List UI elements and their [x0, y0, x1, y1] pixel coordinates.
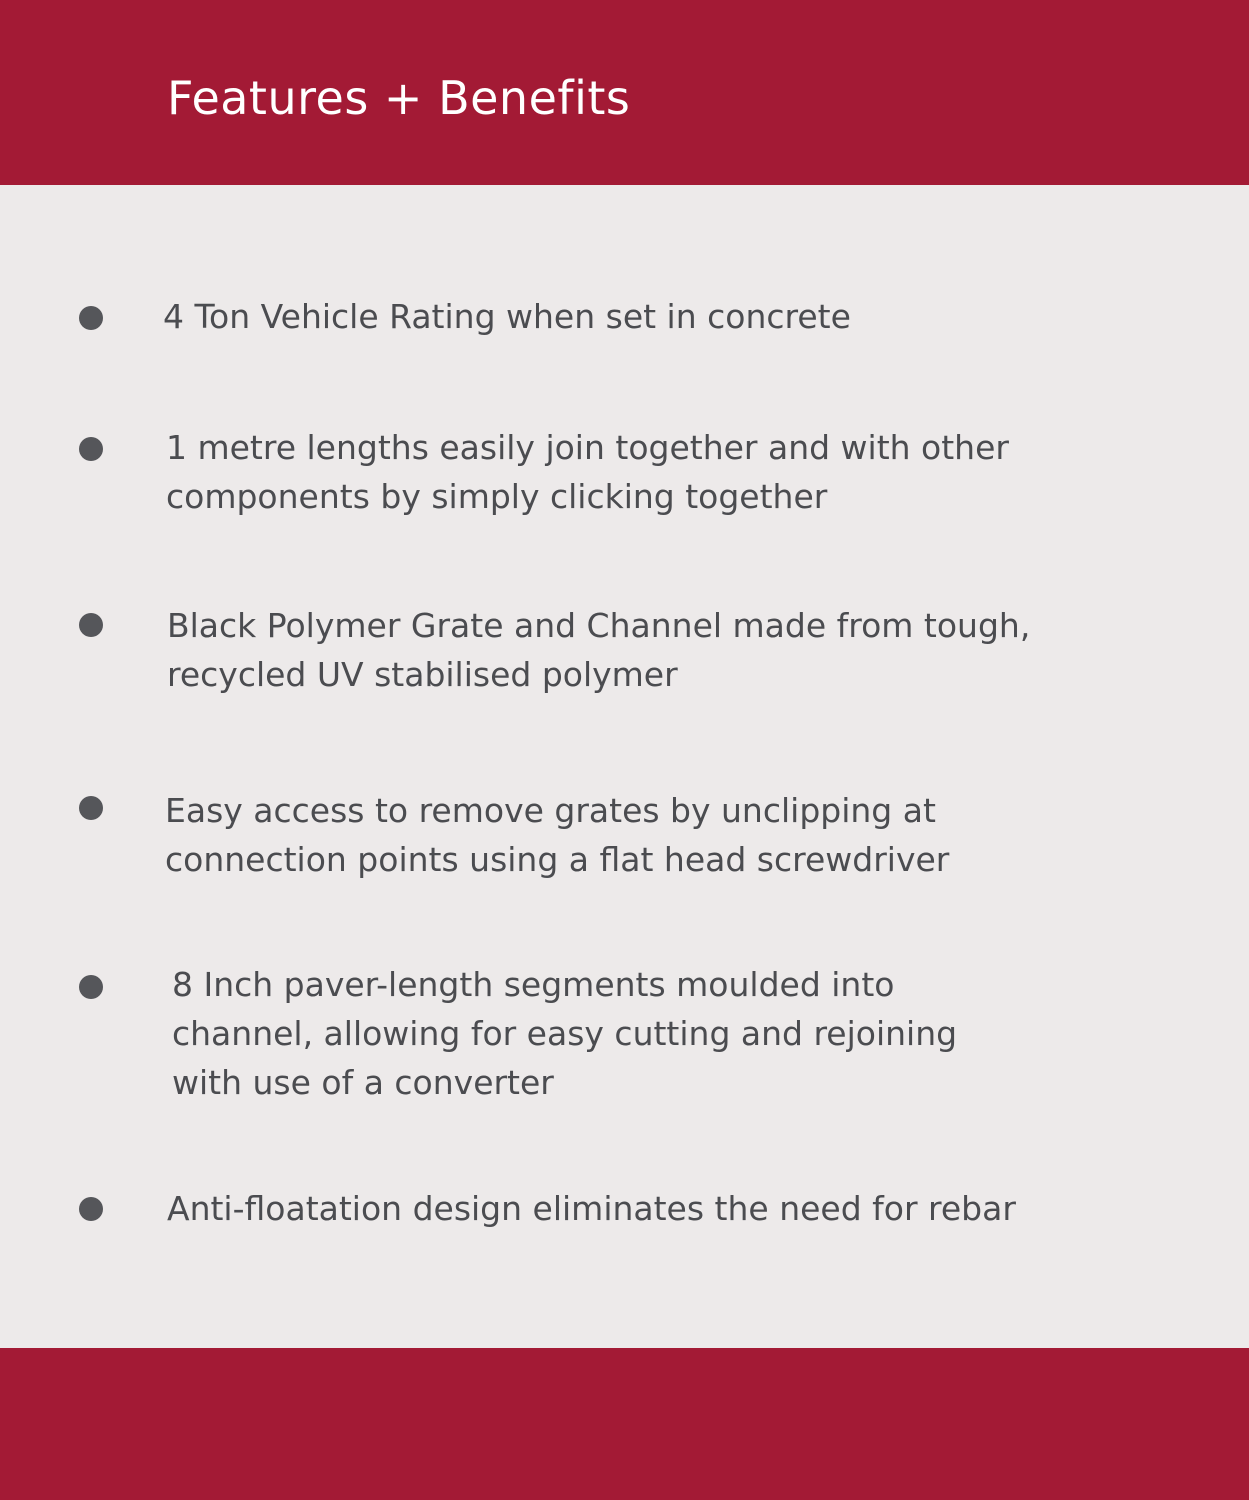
feature-text: 8 Inch paver-length segments moulded into channel, allowing for easy cutting and rejoining with use of a converter [172, 965, 958, 1102]
feature-text: 4 Ton Vehicle Rating when set in concrete [163, 297, 851, 336]
header-band [0, 0, 1249, 185]
bullet-icon [79, 437, 103, 461]
feature-text: Easy access to remove grates by unclipping at connection points using a flat head screwdriver [165, 791, 950, 879]
feature-text: Black Polymer Grate and Channel made from tough, recycled UV stabilised polymer [167, 606, 1031, 694]
feature-text: 1 metre lengths easily join together and with other components by simply clicking together [166, 428, 1009, 516]
feature-text: Anti-floatation design eliminates the need for rebar [167, 1189, 1016, 1228]
page-title: Features + Benefits [167, 71, 631, 125]
bullet-icon [79, 975, 103, 999]
bullet-icon [79, 613, 103, 637]
bullet-icon [79, 306, 103, 330]
footer-band [0, 1348, 1249, 1500]
bullet-icon [79, 1197, 103, 1221]
bullet-icon [79, 796, 103, 820]
